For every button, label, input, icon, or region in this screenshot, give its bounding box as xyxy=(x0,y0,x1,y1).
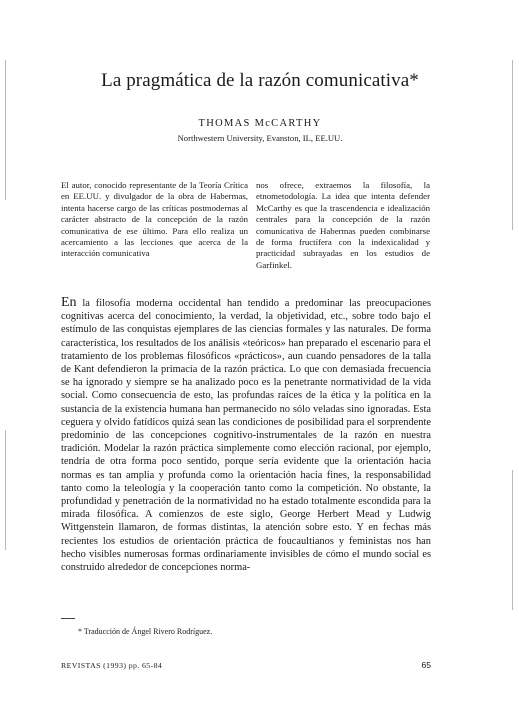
body-paragraph-text: la filosofía moderna occidental han tendido a predominar las preocupaciones cognitivas acerca del conocimiento, la verdad, la objetividad, etc., sobre todo bajo el estímulo de las conquistas ejemplares de las ciencias formales y las naturales. De forma característica, los resultados de los análisis «teóricos» han preparado el escenario para el tratamiento de los problemas filosóficos «prácticos», aun cuando pensadores de la talla de Kant defendieron la primacía de la razón práctica. Lo que con demasiada frecuencia se ha ignorado y siempre se ha analizado poco es la penetrante normatividad de la vida social. Como consecuencia de esto, las profundas raíces de la ética y la política en la sustancia de la existencia humana han permanecido no sólo veladas sino ignoradas. Esta ceguera y olvido fatídicos quizá sean las condiciones de posibilidad para el sorprendente predominio de las concepciones cognitivo-instrumentales de la razón en nuestra tradición. Modelar la razón práctica simplemente como elección racional, por ejemplo, tendría de otra forma poco sentido, porque sería evidente que la orientación hacia normas es tan amplia y profunda como la orientación hacia fines, la responsabilidad tanto como la teleología y la cooperación tanto como la competición. No obstante, la profundidad y penetración de la normatividad no ha estado totalmente escondida para la mirada filosófica. A comienzos de este siglo, George Herbert Mead y Ludwig Wittgenstein llamaron, de formas distintas, la atención sobre esto. Y en fechas más recientes los estudios de orientación práctica de foucaultianos y feministas nos han hecho visibles numerosas formas ordinariamente invisibles de cómo el mundo social es construido alrededor de concepciones norma- xyxy=(61,298,431,574)
right-margin-rule-lower xyxy=(512,470,513,610)
initial-word: En xyxy=(61,295,77,310)
author-name: THOMAS McCARTHY xyxy=(198,118,322,129)
translation-footnote: * Traducción de Ángel Rivero Rodríguez. xyxy=(78,627,213,636)
abstract-right-column: nos ofrece, extraemos la filosofía, la etnometodología. La idea que intenta defender McCarthy es que la trascendencia e idealización centrales para la concepción de la razón comunicativa de Habermas pueden combinarse de forma fructífera con la indexicalidad y practicidad subrayadas en los estudios de Garfinkel. xyxy=(256,180,430,270)
page-number: 65 xyxy=(421,660,431,670)
left-margin-rule xyxy=(5,60,6,200)
body-paragraph xyxy=(61,296,431,574)
journal-citation: REVISTAS (1993) pp. 65-84 xyxy=(61,661,163,670)
right-margin-rule xyxy=(512,60,513,230)
author-affiliation: Northwestern University, Evanston, IL, EE.UU. xyxy=(177,133,343,143)
article-title: La pragmática de la razón comunicativa* xyxy=(101,70,419,91)
left-margin-rule-lower xyxy=(5,430,6,550)
footnote-rule xyxy=(61,618,75,619)
abstract-left-column: El autor, conocido representante de la Teoría Crítica en EE.UU. y divulgador de la obra de Habermas, intenta hacerse cargo de las críticas postmodernas al carácter abstracto de la concepción de la razón comunicativa de ese último. Para ello realiza un acercamiento a las lecciones que acerca de la interacción comunicativa xyxy=(61,180,248,259)
